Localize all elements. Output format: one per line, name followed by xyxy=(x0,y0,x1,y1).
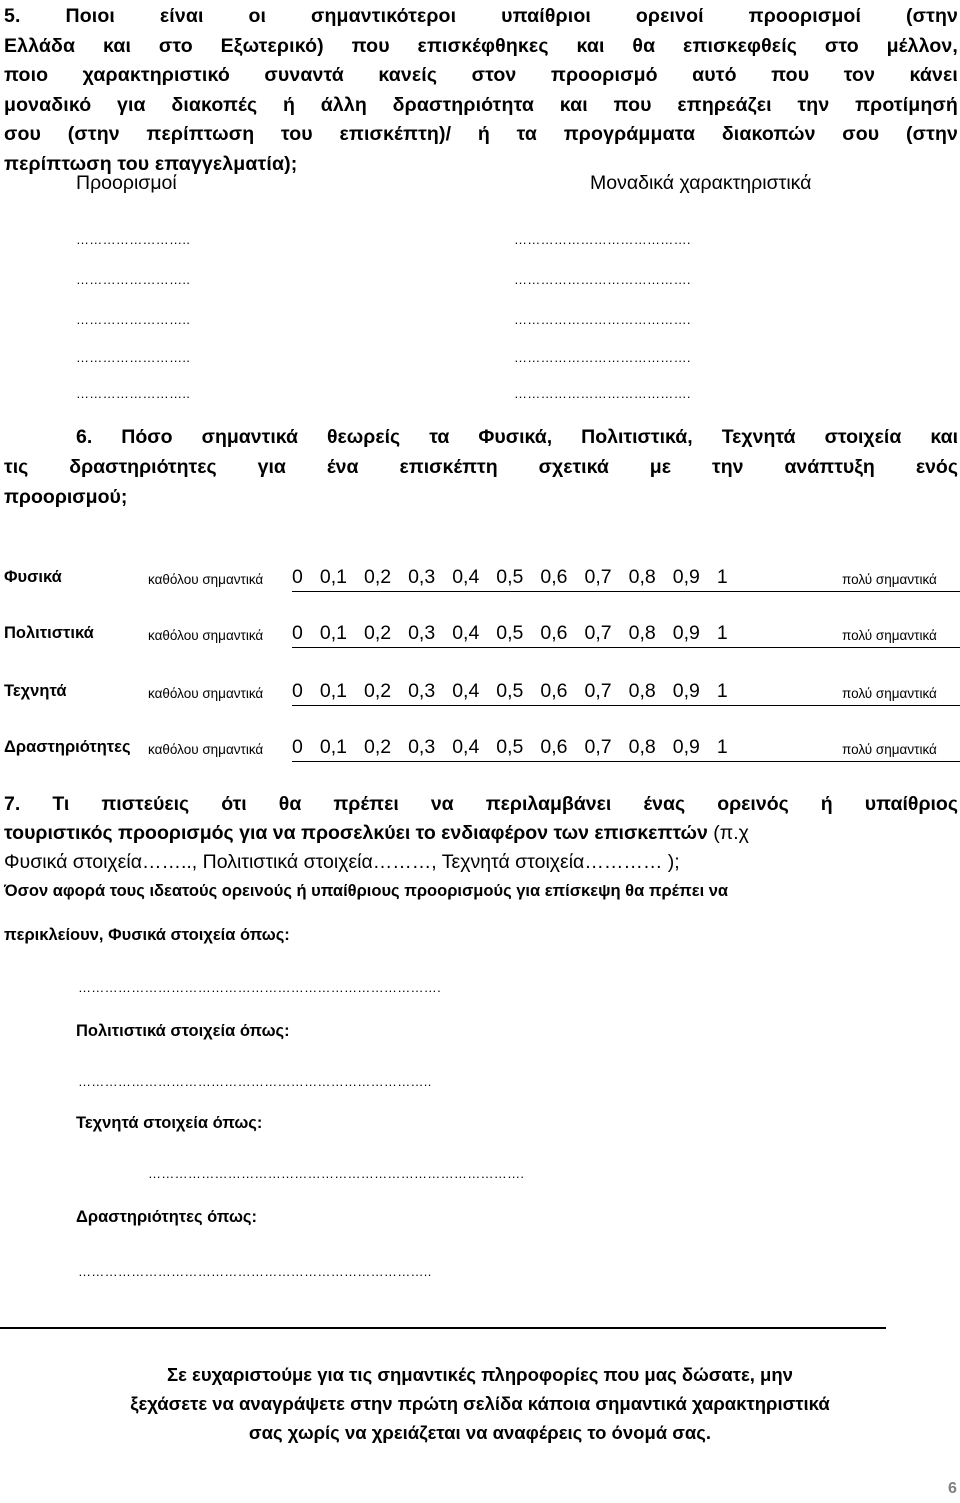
natural-elements-label: περικλείουν, Φυσικά στοιχεία όπως: xyxy=(4,926,290,944)
scale-option[interactable]: 0,9 xyxy=(672,736,700,758)
scale-option[interactable]: 1 xyxy=(716,566,728,588)
q7-line: Φυσικά στοιχεία…….., Πολιτιστικά στοιχεία………, Τεχνητά στοιχεία………… ); xyxy=(4,851,680,873)
scale-low-label: καθόλου σημαντικά xyxy=(148,686,264,701)
scale-option[interactable]: 0,2 xyxy=(363,680,392,702)
manmade-elements-label: Τεχνητά στοιχεία όπως: xyxy=(76,1114,263,1132)
scale-values xyxy=(292,736,738,759)
scale-option[interactable]: 0,3 xyxy=(408,566,436,588)
scale-option[interactable]: 0 xyxy=(292,736,303,758)
feature-blank[interactable]: …………………………………. xyxy=(514,350,691,365)
scale-low-label: καθόλου σημαντικά xyxy=(148,572,264,587)
scale-option[interactable]: 0,1 xyxy=(319,566,347,588)
scale-option[interactable]: 0,9 xyxy=(672,680,700,702)
scale-option[interactable]: 0,5 xyxy=(496,566,524,588)
feature-blank[interactable]: …………………………………. xyxy=(514,386,691,401)
scale-underline xyxy=(292,647,960,648)
scale-row xyxy=(4,680,958,706)
scale-option[interactable]: 0,1 xyxy=(319,622,347,644)
q5-line: σου (στην περίπτωση του επισκέπτη)/ ή τα προγράμματα διακοπών σου (στην xyxy=(4,123,958,146)
scale-low-label: καθόλου σημαντικά xyxy=(148,628,264,643)
scale-option[interactable]: 0,2 xyxy=(363,566,392,588)
scale-high-label: πολύ σημαντικά xyxy=(842,628,937,643)
destination-blank[interactable]: …………………….. xyxy=(76,272,191,287)
scale-option[interactable]: 1 xyxy=(716,736,728,758)
q6-line: προορισμού; xyxy=(4,486,128,508)
scale-option[interactable]: 0 xyxy=(292,622,303,644)
q5-line: ποιο χαρακτηριστικό συναντά κανείς στον προορισμό αυτό που τον κάνει xyxy=(4,64,958,87)
scale-underline xyxy=(292,591,960,592)
scale-values xyxy=(292,566,738,589)
divider xyxy=(0,1327,886,1329)
scale-underline xyxy=(292,761,960,762)
q7-line2-bold: τουριστικός προορισμός για να προσελκύει το ενδιαφέρον των επισκεπτών xyxy=(4,822,708,844)
scale-category: Πολιτιστικά xyxy=(4,624,94,642)
scale-row xyxy=(4,622,958,648)
scale-option[interactable]: 0,3 xyxy=(408,680,436,702)
scale-values xyxy=(292,622,738,645)
scale-values xyxy=(292,680,738,703)
scale-option[interactable]: 1 xyxy=(716,680,728,702)
features-header: Μοναδικά χαρακτηριστικά xyxy=(590,172,812,194)
q6-line: τις δραστηριότητες για ένα επισκέπτη σχετικά με την ανάπτυξη ενός xyxy=(4,456,958,478)
page-number: 6 xyxy=(948,1480,957,1497)
scale-option[interactable]: 0,7 xyxy=(584,680,612,702)
destination-blank[interactable]: …………………….. xyxy=(76,386,191,401)
scale-option[interactable]: 0,7 xyxy=(584,736,612,758)
scale-option[interactable]: 0,1 xyxy=(319,680,347,702)
scale-option[interactable]: 0,6 xyxy=(540,622,568,644)
destinations-header: Προορισμοί xyxy=(76,172,177,194)
scale-high-label: πολύ σημαντικά xyxy=(842,572,937,587)
destination-blank[interactable]: …………………….. xyxy=(76,312,191,327)
q7-line: 7. Τι πιστεύεις ότι θα πρέπει να περιλαμβάνει ένας ορεινός ή υπαίθριος xyxy=(4,793,958,815)
scale-option[interactable]: 0,5 xyxy=(496,680,524,702)
scale-option[interactable]: 0,8 xyxy=(628,622,656,644)
scale-option[interactable]: 0,8 xyxy=(628,736,656,758)
scale-row xyxy=(4,736,958,762)
thank-you-note xyxy=(0,1360,960,1447)
question-5 xyxy=(4,2,958,180)
scale-option[interactable]: 0 xyxy=(292,566,303,588)
destination-blank[interactable]: …………………….. xyxy=(76,350,191,365)
q7-line2-normal: (π.χ xyxy=(707,822,749,844)
scale-high-label: πολύ σημαντικά xyxy=(842,742,937,757)
scale-option[interactable]: 0,5 xyxy=(496,736,524,758)
thanks-line: ξεχάσετε να αναγράψετε στην πρώτη σελίδα κάποια σημαντικά χαρακτηριστικά xyxy=(130,1393,830,1414)
q5-line: Ελλάδα και στο Εξωτερικό) που επισκέφθηκες και θα επισκεφθείς στο μέλλον, xyxy=(4,34,958,57)
thanks-line: Σε ευχαριστούμε για τις σημαντικές πληροφορίες που μας δώσατε, μην xyxy=(167,1364,793,1385)
scale-option[interactable]: 0,8 xyxy=(628,566,656,588)
scale-option[interactable]: 0,5 xyxy=(496,622,524,644)
scale-option[interactable]: 0,6 xyxy=(540,736,568,758)
scale-low-label: καθόλου σημαντικά xyxy=(148,742,264,757)
activities-label: Δραστηριότητες όπως: xyxy=(76,1208,257,1226)
scale-high-label: πολύ σημαντικά xyxy=(842,686,937,701)
scale-option[interactable]: 0,4 xyxy=(452,736,480,758)
activities-blank[interactable]: …………………………………………………………………….. xyxy=(78,1264,432,1279)
feature-blank[interactable]: …………………………………. xyxy=(514,312,691,327)
scale-option[interactable]: 0,7 xyxy=(584,622,612,644)
scale-option[interactable]: 0,9 xyxy=(672,622,700,644)
scale-category: Δραστηριότητες xyxy=(4,738,131,756)
q7-line xyxy=(4,819,958,848)
scale-option[interactable]: 0,3 xyxy=(408,622,436,644)
thanks-line: σας χωρίς να χρειάζεται να αναφέρεις το όνομά σας. xyxy=(248,1422,712,1443)
question-6 xyxy=(4,422,958,512)
scale-option[interactable]: 0,4 xyxy=(452,566,480,588)
q7-line: Όσον αφορά τους ιδεατούς ορεινούς ή υπαίθριους προορισμούς για επίσκεψη θα πρέπει να xyxy=(4,882,729,900)
natural-elements-blank[interactable]: ………………………………………………………………………. xyxy=(78,980,442,995)
scale-option[interactable]: 0,4 xyxy=(452,680,480,702)
scale-option[interactable]: 0,9 xyxy=(672,566,700,588)
scale-option[interactable]: 0 xyxy=(292,680,303,702)
scale-option[interactable]: 0,6 xyxy=(540,566,568,588)
manmade-elements-blank[interactable]: …………………………………………………………………………. xyxy=(148,1166,525,1181)
scale-option[interactable]: 0,8 xyxy=(628,680,656,702)
scale-option[interactable]: 0,1 xyxy=(319,736,347,758)
cultural-elements-label: Πολιτιστικά στοιχεία όπως: xyxy=(76,1022,290,1040)
scale-underline xyxy=(292,705,960,706)
scale-option[interactable]: 0,4 xyxy=(452,622,480,644)
q5-line: μοναδικό για διακοπές ή άλλη δραστηριότητα και που επηρεάζει την προτίμησή xyxy=(4,93,958,116)
scale-option[interactable]: 0,2 xyxy=(363,622,392,644)
scale-category: Φυσικά xyxy=(4,568,62,586)
q5-line: περίπτωση του επαγγελματία); xyxy=(4,152,298,175)
q6-line: 6. Πόσο σημαντικά θεωρείς τα Φυσικά, Πολιτιστικά, Τεχνητά στοιχεία και xyxy=(76,426,958,448)
scale-option[interactable]: 0,3 xyxy=(408,736,436,758)
destination-blank[interactable]: …………………….. xyxy=(76,232,191,247)
scale-row xyxy=(4,566,958,592)
feature-blank[interactable]: …………………………………. xyxy=(514,232,691,247)
feature-blank[interactable]: …………………………………. xyxy=(514,272,691,287)
q5-line: 5. Ποιοι είναι οι σημαντικότεροι υπαίθριοι ορεινοί προορισμοί (στην xyxy=(4,5,958,27)
scale-category: Τεχνητά xyxy=(4,682,67,700)
scale-option[interactable]: 0,2 xyxy=(363,736,392,758)
cultural-elements-blank[interactable]: …………………………………………………………………….. xyxy=(78,1074,432,1089)
scale-option[interactable]: 0,7 xyxy=(584,566,612,588)
scale-option[interactable]: 0,6 xyxy=(540,680,568,702)
question-7 xyxy=(4,790,958,906)
scale-option[interactable]: 1 xyxy=(716,622,728,644)
